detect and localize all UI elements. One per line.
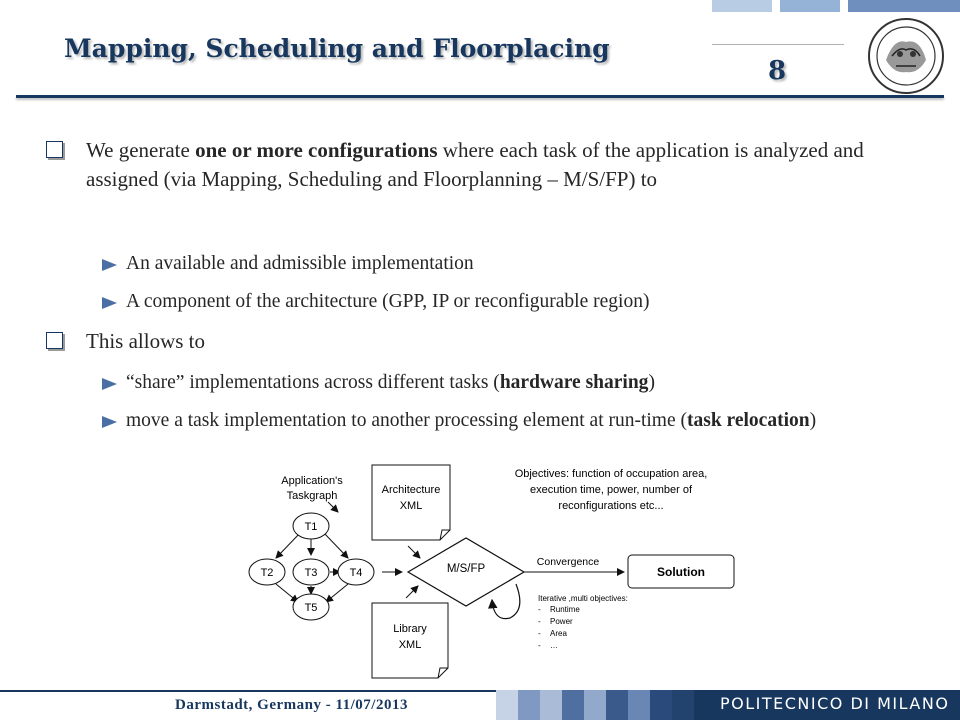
checkbox-bullet-icon — [46, 141, 63, 158]
svg-text:-: - — [538, 641, 541, 650]
svg-text:-: - — [538, 617, 541, 626]
msfp-flow-diagram — [240, 460, 760, 685]
sub-bullet-item: A component of the architecture (GPP, IP or reconfigurable region) — [102, 288, 882, 316]
objectives-text: Objectives: function of occupation area, — [514, 468, 708, 480]
task-label: T1 — [304, 521, 318, 533]
iteration-loop-arrow — [492, 584, 520, 619]
triangle-bullet-icon — [102, 297, 117, 309]
iterative-item: Area — [550, 629, 567, 638]
solution-label: Solution — [657, 565, 705, 579]
footer-location-date: Darmstadt, Germany - 11/07/2013 — [175, 697, 408, 713]
sub-bullet-item: “share” implementations across different tasks (hardware sharing) — [102, 369, 882, 397]
triangle-bullet-icon — [102, 378, 117, 390]
iterative-item: … — [550, 641, 558, 650]
msfp-process-label: M/S/FP — [446, 563, 486, 575]
footer-brand-name: POLITECNICO DI MILANO — [720, 694, 950, 713]
svg-text:-: - — [538, 629, 541, 638]
slide-title: Mapping, Scheduling and Floorplacing — [64, 34, 610, 63]
slide-number-divider — [712, 44, 844, 45]
convergence-label: Convergence — [536, 556, 600, 568]
iterative-item: Power — [550, 617, 573, 626]
svg-text:-: - — [538, 605, 541, 614]
checkbox-bullet-icon — [46, 332, 63, 349]
slide-number: 8 — [767, 56, 787, 86]
task-label: T3 — [304, 567, 318, 579]
bullet-text: We generate one or more configurations where each task of the application is analyzed and assigned (via Mapping, Scheduling and Floorplanning – M/S/FP) to — [86, 138, 864, 191]
bullet-item — [46, 136, 926, 226]
iterative-title: Iterative ,multi objectives: — [538, 594, 628, 603]
sub-bullet-item: An available and admissible implementation — [102, 250, 882, 278]
task-label: T5 — [304, 602, 318, 614]
objectives-text: reconfigurations etc... — [558, 500, 664, 512]
task-label: T2 — [260, 567, 274, 579]
header-decoration-block — [780, 0, 840, 12]
title-underline — [16, 95, 944, 98]
architecture-doc-label: XML — [399, 500, 423, 512]
triangle-bullet-icon — [102, 416, 117, 428]
architecture-doc-label: Architecture — [381, 484, 441, 496]
taskgraph-title: Application's — [281, 475, 343, 487]
university-seal-logo — [866, 16, 946, 96]
objectives-text: execution time, power, number of — [529, 484, 693, 496]
footer-divider — [0, 690, 496, 692]
sub-bullet-item: move a task implementation to another processing element at run-time (task relocation) — [102, 407, 882, 463]
task-label: T4 — [349, 567, 363, 579]
library-doc-label: XML — [398, 639, 422, 651]
bullet-text: This allows to — [86, 329, 205, 353]
header-decoration-block — [712, 0, 772, 12]
taskgraph-title: Taskgraph — [286, 490, 338, 502]
header-decoration-block — [848, 0, 960, 12]
library-doc-label: Library — [393, 623, 427, 635]
bullet-item — [46, 327, 926, 357]
triangle-bullet-icon — [102, 259, 117, 271]
iterative-item: Runtime — [550, 605, 580, 614]
